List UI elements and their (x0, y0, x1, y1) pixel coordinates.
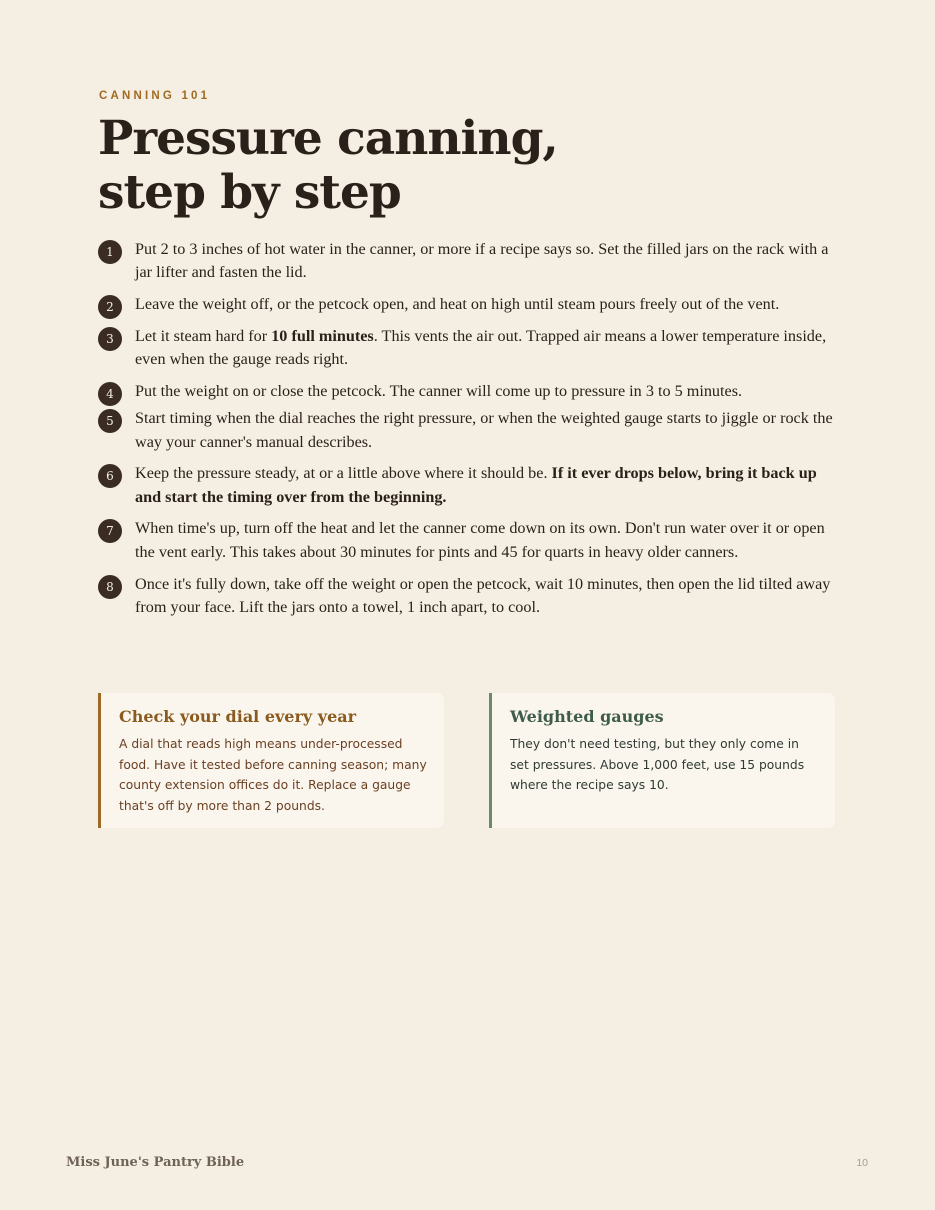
step-3 (98, 325, 838, 372)
step-emphasis: If it ever drops below, bring it back up and start the timing over from the beginning. (135, 464, 817, 506)
step-number-badge: 7 (98, 519, 122, 543)
step-text: When time's up, turn off the heat and let the canner come down on its own. Don't run water over it or open the vent early. This takes about 30 minutes for pints and 45 for quarts in heavy older canners. (135, 519, 825, 561)
steps-list (98, 238, 838, 628)
page-title-line-1: Pressure canning, (98, 111, 558, 166)
step-number-badge: 6 (98, 464, 122, 488)
step-text: Keep the pressure steady, at or a little above where it should be. (135, 464, 552, 483)
footer-book-title: Miss June's Pantry Bible (66, 1155, 245, 1170)
step-8 (98, 573, 838, 620)
callout-weighted-gauges (489, 693, 835, 828)
callout-title: Weighted gauges (510, 707, 664, 726)
step-number-badge: 2 (98, 295, 122, 319)
step-number-badge: 1 (98, 240, 122, 264)
step-text: Once it's fully down, take off the weight or open the petcock, wait 10 minutes, then open the lid tilted away from your face. Lift the jars onto a towel, 1 inch apart, to cool. (135, 574, 831, 616)
page-number: 10 (856, 1157, 868, 1169)
step-5 (98, 407, 838, 454)
step-text: Put 2 to 3 inches of hot water in the canner, or more if a recipe says so. Set the filled jars on the rack with a jar lifter and fasten the lid. (135, 240, 829, 282)
step-text-after: . This vents the air out. Trapped air means a lower temperature inside, even when the gauge reads right. (135, 326, 827, 369)
section-kicker: CANNING 101 (99, 90, 211, 102)
step-7 (98, 517, 838, 564)
step-text: Let it steam hard for (135, 326, 272, 345)
callout-dial-check (98, 693, 444, 828)
step-1 (98, 238, 838, 285)
step-text: Leave the weight off, or the petcock open, and heat on high until steam pours freely out of the vent. (135, 295, 780, 314)
step-number-badge: 8 (98, 575, 122, 599)
callout-title: Check your dial every year (119, 707, 357, 726)
step-6 (98, 462, 838, 509)
page-title-line-2: step by step (98, 165, 401, 220)
step-number-badge: 3 (98, 327, 122, 351)
callout-text: They don't need testing, but they only come in set pressures. Above 1,000 feet, use 15 pounds where the recipe says 10. (510, 737, 805, 793)
step-4 (98, 380, 838, 403)
step-emphasis: 10 full minutes (271, 326, 374, 345)
step-2 (98, 293, 838, 316)
step-number-badge: 4 (98, 382, 122, 406)
page-title (98, 112, 798, 220)
step-text: Start timing when the dial reaches the right pressure, or when the weighted gauge starts to jiggle or rock the way your canner's manual describes. (135, 409, 833, 451)
step-text: Put the weight on or close the petcock. The canner will come up to pressure in 3 to 5 minutes. (135, 381, 743, 400)
callout-text: A dial that reads high means under-processed food. Have it tested before canning season; many county extension offices do it. Replace a gauge that's off by more than 2 pounds. (119, 737, 427, 813)
step-number-badge: 5 (98, 409, 122, 433)
